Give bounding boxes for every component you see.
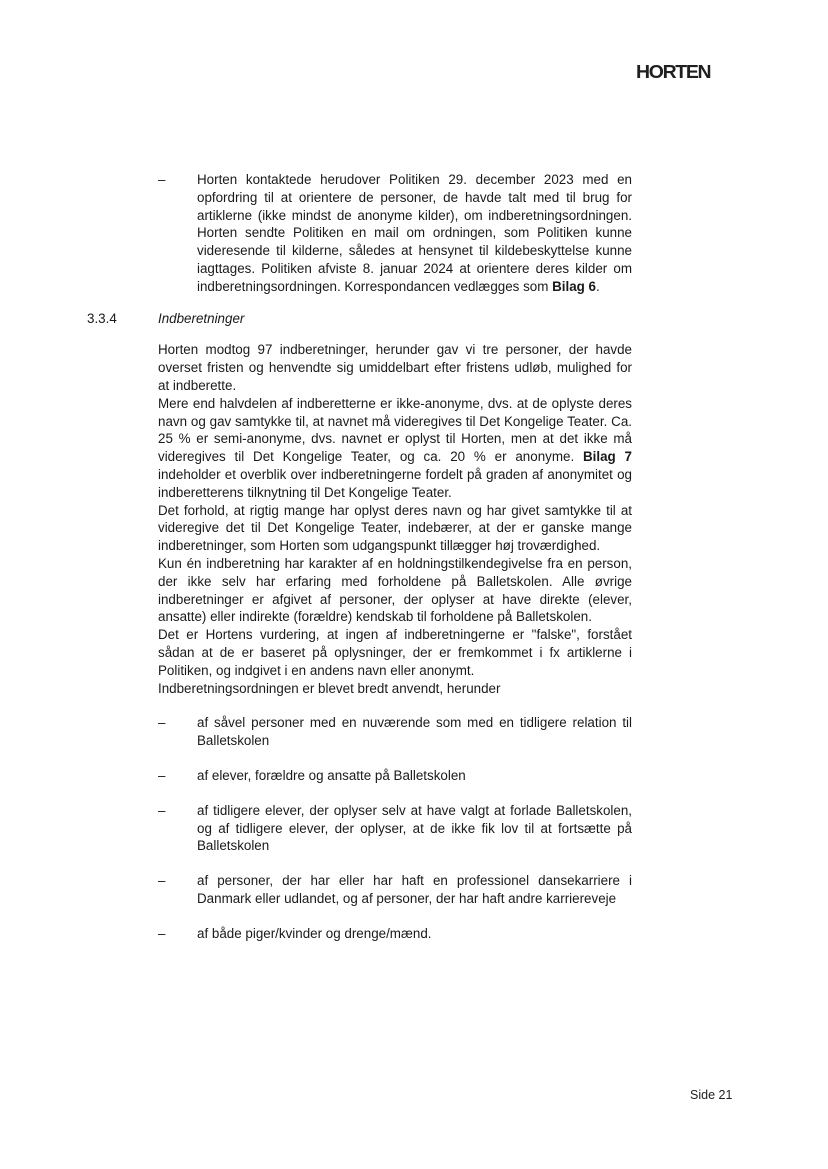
paragraph-6: Indberetningsordningen er blevet bredt anvendt, herunder xyxy=(158,680,501,696)
intro-bullet-text-end: . xyxy=(596,278,600,294)
list-item-text: af personer, der har eller har haft en professionel dansekarriere i Danmark eller udlandet, og af personer, der har haft andre karriereveje xyxy=(197,873,632,906)
list-item xyxy=(158,714,632,750)
paragraph-2-part: Mere end halvdelen af indberetterne er ikke-anonyme, dvs. at de oplyste deres navn og gav samtykke til, at navnet må videregives til Det Kongelige Teater. Ca. 25 % er semi-anonyme, dvs. navnet er oplyst til Horten, men at det ikke må videregives til Det Kongelige Teater, og ca. 20 % er anonyme. xyxy=(158,395,632,465)
bilag-7-reference: Bilag 7 xyxy=(583,449,632,465)
paragraph-1: Horten modtog 97 indberetninger, herunder gav vi tre personer, der havde overset fristen og henvendte sig umiddelbart efter fristens udløb, mulighed for at indberette. xyxy=(158,342,632,393)
bullet-dash: – xyxy=(158,925,166,941)
paragraph-3: Det forhold, at rigtig mange har oplyst deres navn og har givet samtykke til at videregive det til Det Kongelige Teater, indebærer, at der er ganske mange indberetninger, som Horten som udgangspunkt tillægger høj troværdighed. xyxy=(158,502,632,554)
section-title: Indberetninger xyxy=(158,310,245,326)
bullet-dash: – xyxy=(158,715,166,731)
paragraph-4: Kun én indberetning har karakter af en holdningstilkendegivelse fra en person, der ikke selv har erfaring med forholdene på Balletskolen. Alle øvrige indberetninger er afgivet af personer, der oplyser at have direkte (elever, ansatte) eller indirekte (forældre) kendskab til forholdene på Balletskolen. xyxy=(158,555,632,625)
list-item xyxy=(158,872,632,908)
horten-logo: HORTEN xyxy=(636,62,711,82)
bilag-6-reference: Bilag 6 xyxy=(552,278,596,294)
list-item-text: af elever, forældre og ansatte på Balletskolen xyxy=(197,767,466,783)
intro-bullet-text xyxy=(197,171,632,296)
page-number: Side 21 xyxy=(690,1088,733,1102)
bullet-dash: – xyxy=(158,767,166,783)
list-item xyxy=(158,925,632,943)
bullet-dash: – xyxy=(158,873,166,889)
list-item xyxy=(158,802,632,855)
intro-bullet-item xyxy=(158,171,632,296)
list-item-text: af såvel personer med en nuværende som med en tidligere relation til Balletskolen xyxy=(197,715,632,749)
paragraph-2-end: indeholder et overblik over indberetningerne fordelt på graden af anonymitet og indberetterens tilknytning til Det Kongelige Teater. xyxy=(158,466,632,500)
intro-bullet-text-part: Horten kontaktede herudover Politiken 29. december 2023 med en opfordring til at orientere de personer, de havde talt med til brug for artiklerne (ikke mindst de anonyme kilder), om indberetningsordningen. Horten sendte Politiken en mail om ordningen, som Politiken kunne videresende til kilderne, således at hensynet til kildebeskyttelse kunne iagttages. Politiken afviste 8. januar 2024 at orientere deres kilder om indberetningsordningen. Korrespondancen vedlægges som xyxy=(197,172,632,294)
list-item-text: af både piger/kvinder og drenge/mænd. xyxy=(197,925,432,941)
paragraph-2 xyxy=(158,395,632,502)
section-heading xyxy=(87,310,632,328)
bullet-dash: – xyxy=(158,172,166,187)
bullet-dash: – xyxy=(158,802,166,818)
list-item-text: af tidligere elever, der oplyser selv at have valgt at forlade Balletskolen, og af tidligere elever, der oplyser, at de ikke fik lov til at fortsætte på Balletskolen xyxy=(197,802,632,854)
section-number: 3.3.4 xyxy=(87,310,117,326)
document-body xyxy=(87,171,632,942)
list-item xyxy=(158,767,632,785)
paragraph-5: Det er Hortens vurdering, at ingen af indberetningerne er "falske", forstået sådan at de er baseret på oplysninger, der er fremkommet i fx artiklerne i Politiken, og indgivet i en andens navn eller anonymt. xyxy=(158,627,632,678)
